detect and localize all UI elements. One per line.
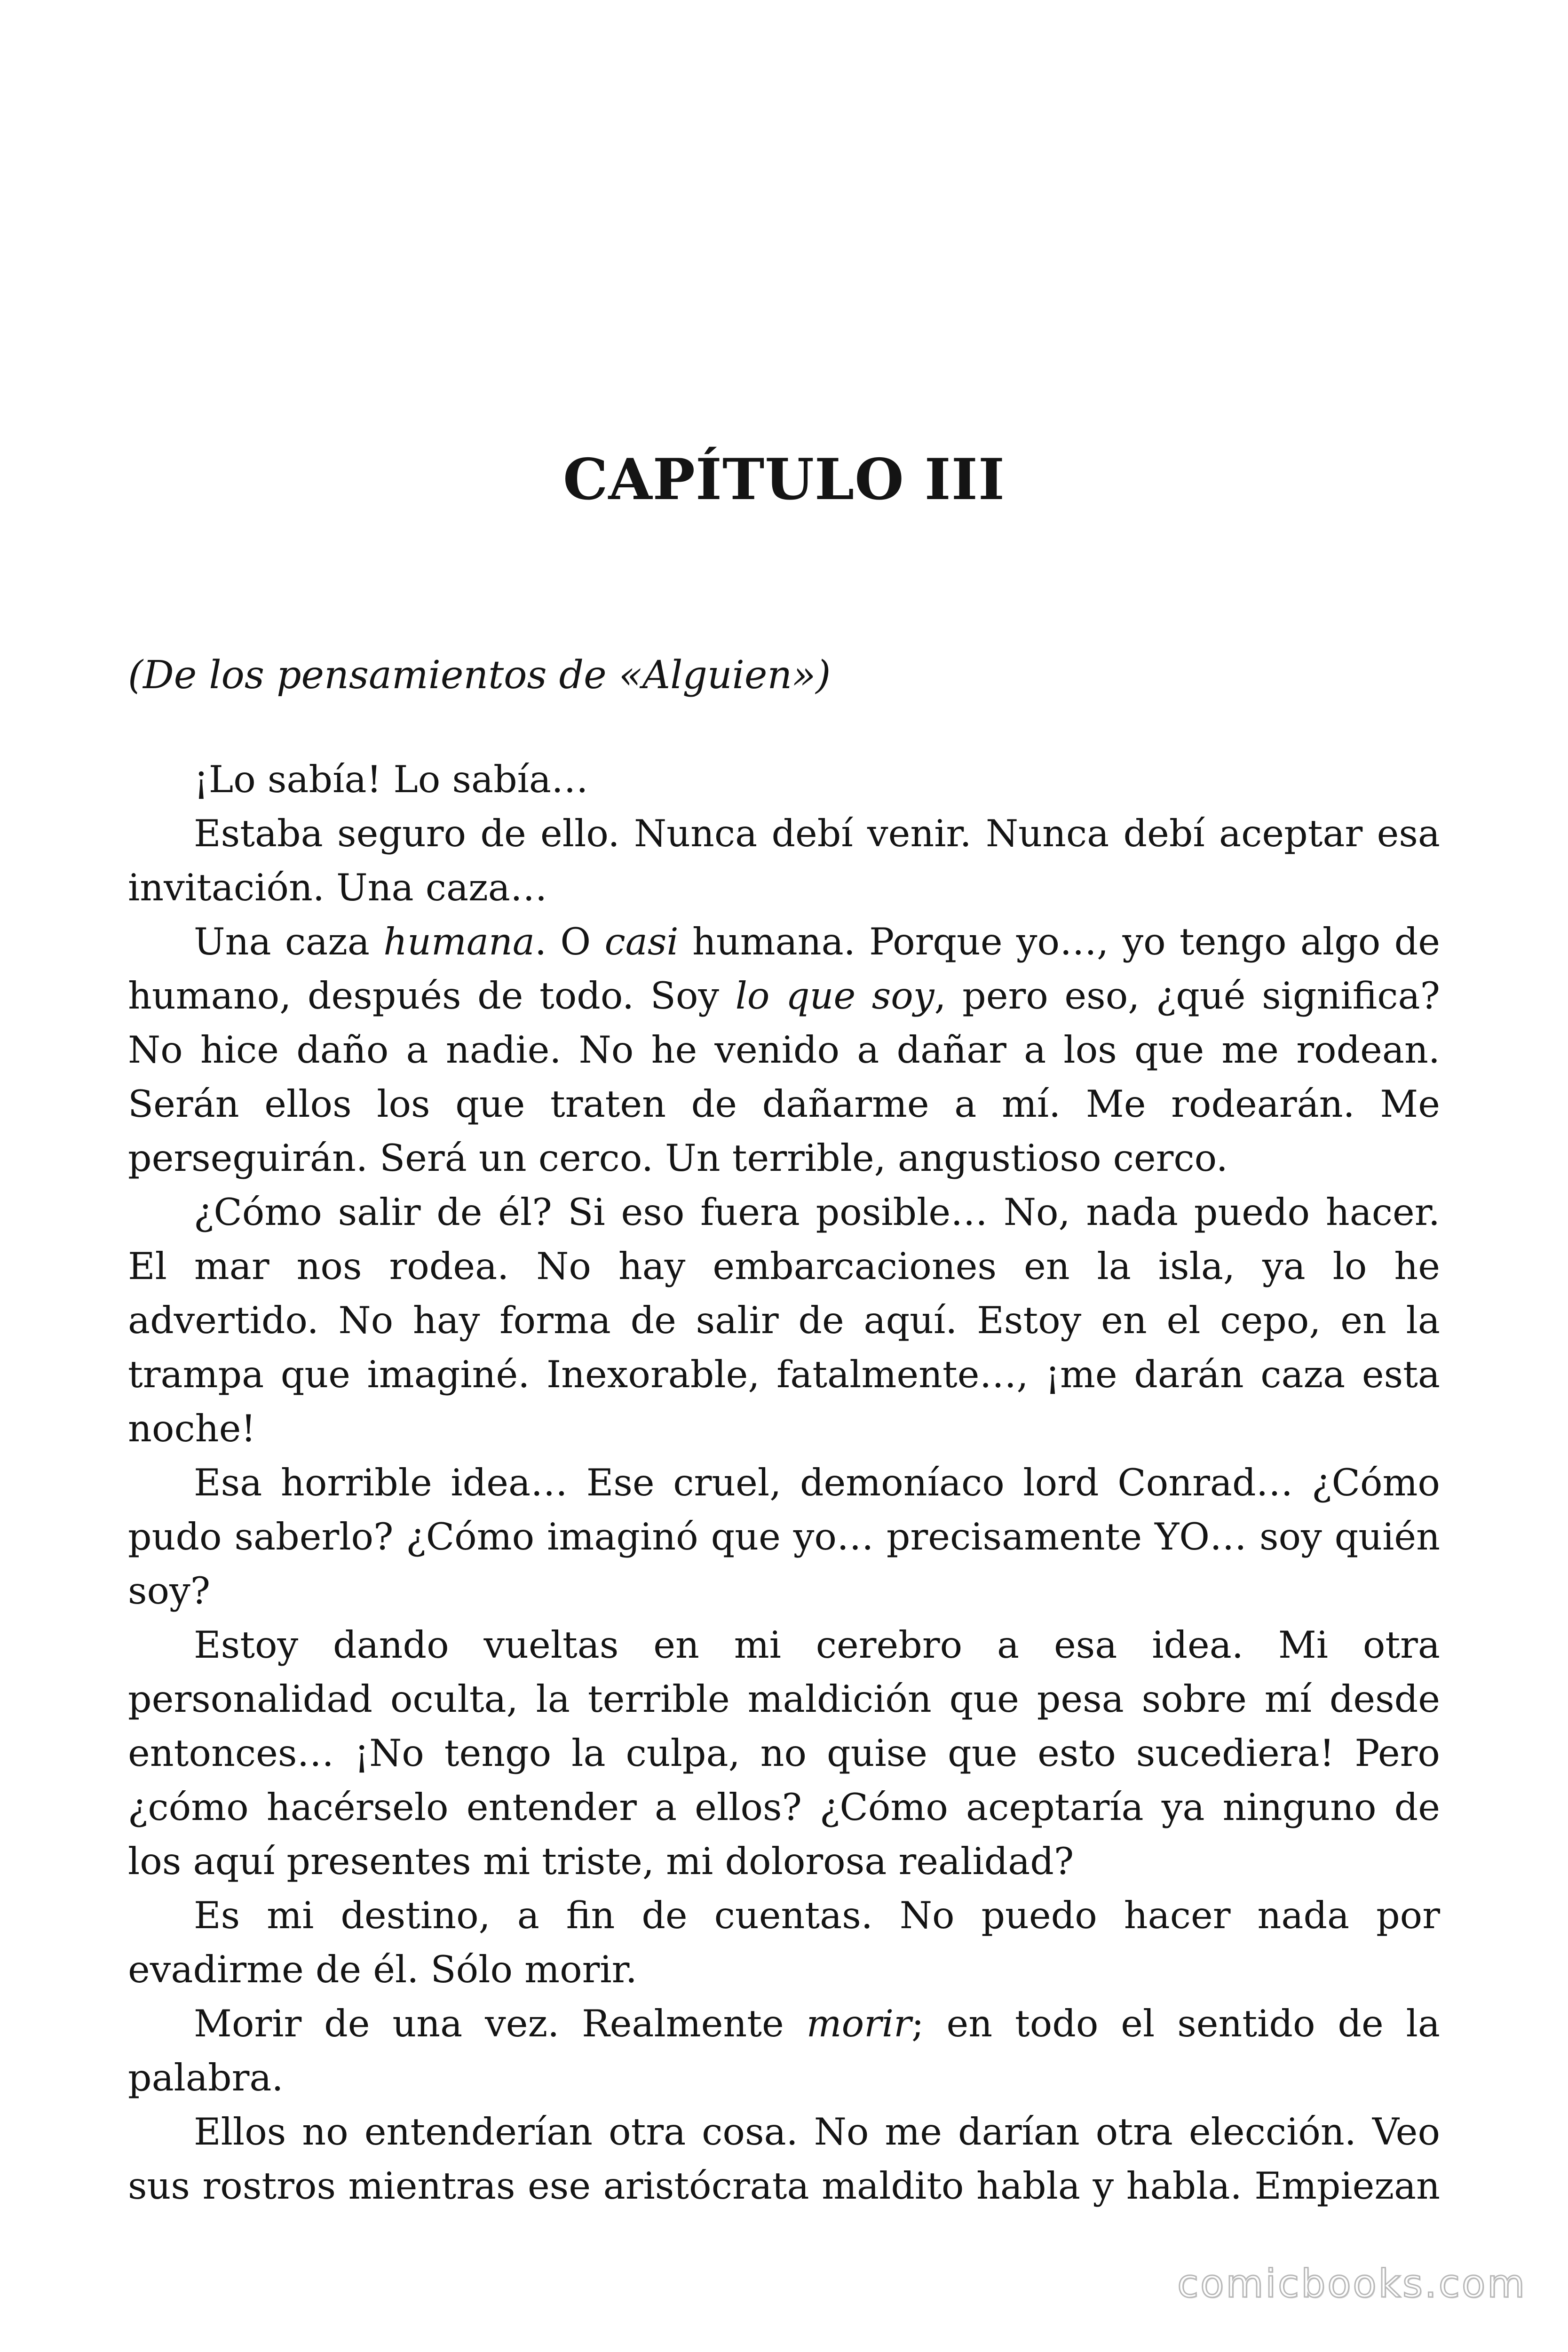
text-run: Una caza	[194, 920, 384, 963]
chapter-subtitle: (De los pensamientos de «Alguien»)	[128, 653, 831, 698]
text-run: ; en todo el sentido de la palabra.	[128, 2002, 1441, 2099]
text-run: ¿Cómo salir de él? Si eso fuera posible… No, nada puedo hacer. El mar nos rodea. No hay embarcaciones en la isla, ya lo he advertido. No hay forma de salir de aquí. Estoy en el cepo, en la trampa que imaginé. Inexorable, fatalmente…, ¡me darán caza esta noche!	[128, 1191, 1440, 1450]
text-run: Es mi destino, a fin de cuentas. No puedo hacer nada por evadirme de él. Sólo morir.	[128, 1894, 1440, 1991]
paragraph	[128, 1997, 1440, 2105]
text-run: Estaba seguro de ello. Nunca debí venir. Nunca debí aceptar esa invitación. Una caza…	[128, 812, 1440, 909]
body-text	[128, 753, 1440, 2213]
text-run: Esa horrible idea… Ese cruel, demoníaco lord Conrad… ¿Cómo pudo saberlo? ¿Cómo imaginó que yo… precisamente YO… soy quién soy?	[128, 1461, 1440, 1613]
paragraph	[128, 1889, 1440, 1997]
paragraph	[128, 2105, 1440, 2213]
paragraph	[128, 1456, 1440, 1618]
text-run: Estoy dando vueltas en mi cerebro a esa idea. Mi otra personalidad oculta, la terrible maldición que pesa sobre mí desde entonces… ¡No tengo la culpa, no quise que esto sucediera! Pero ¿cómo hacérselo entender a ellos? ¿Cómo aceptaría ya ninguno de los aquí presentes mi triste, mi dolorosa realidad?	[128, 1623, 1440, 1883]
italic-text: casi	[604, 920, 679, 963]
chapter-title: CAPÍTULO III	[562, 446, 1005, 513]
text-run: , pero eso, ¿qué significa? No hice daño a nadie. No he venido a dañar a los que me rodean. Serán ellos los que traten de dañarme a mí. Me rodearán. Me perseguirán. Será un cerco. Un terrible, angustioso cerco.	[128, 974, 1440, 1180]
text-run: . O	[535, 920, 605, 963]
text-run: ¡Lo sabía! Lo sabía…	[194, 758, 589, 801]
italic-text: lo que soy	[735, 974, 934, 1017]
italic-text: humana	[383, 920, 535, 963]
paragraph	[128, 1185, 1440, 1456]
text-run: Morir de una vez. Realmente	[194, 2002, 807, 2045]
text-run: Ellos no entenderían otra cosa. No me darían otra elección. Veo sus rostros mientras ese aristócrata maldito habla y habla. Empiezan	[128, 2110, 1440, 2208]
paragraph	[128, 753, 1440, 807]
paragraph	[128, 807, 1440, 915]
text-run: humana. Porque yo…, yo tengo algo de humano, después de todo. Soy	[128, 920, 1440, 1017]
italic-text: morir	[806, 2002, 911, 2045]
watermark-logo: comicbooks.com	[1177, 2262, 1527, 2306]
paragraph	[128, 1618, 1440, 1889]
paragraph	[128, 915, 1440, 1185]
